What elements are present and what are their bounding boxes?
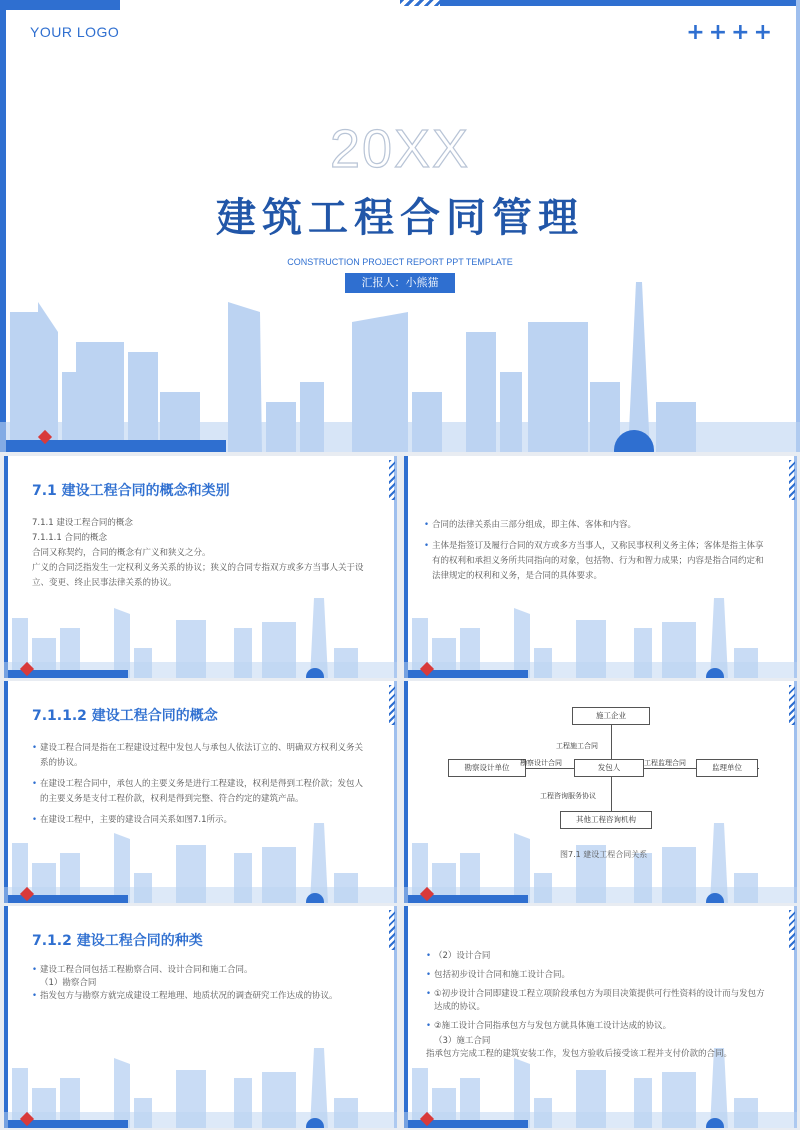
cover-title: 建筑工程合同管理	[216, 194, 584, 241]
bullet-item: • ①初步设计合同即建设工程立项阶段承包方为项目决策提供可行性资料的设计而与发包方达成的协议。	[426, 989, 765, 1012]
label-construction-contract: 工程施工合同	[556, 742, 598, 750]
plus-icon: +	[731, 20, 750, 45]
body-line: （3）施工合同	[434, 1036, 491, 1046]
cover-top-bar-left	[0, 0, 120, 10]
figure-caption: 图7.1 建设工程合同关系	[560, 850, 648, 859]
node-supervision-unit: 监理单位	[696, 759, 758, 777]
body-line: 合同又称契约，合同的概念有广义和狭义之分。	[32, 548, 211, 558]
slide-heading: 7.1.2 建设工程合同的种类	[32, 933, 203, 949]
bullet-text: ②施工设计合同指承包方与发包方就具体施工设计达成的协议。	[434, 1021, 672, 1031]
cover-slide	[0, 0, 800, 452]
body-line: （1）勘察合同	[40, 978, 97, 988]
slide-body	[32, 516, 369, 591]
bullet-text: 指发包方与勘察方就完成建设工程地理、地质状况的调查研究工作达成的协议。	[40, 991, 338, 1001]
body-line: 7.1.1.1 合同的概念	[32, 533, 107, 543]
slide-body	[32, 741, 369, 834]
cover-base-bar	[6, 440, 226, 452]
body-line: 7.1.1 建设工程合同的概念	[32, 518, 133, 528]
slide-stripe-decoration	[389, 910, 395, 950]
slide-heading: 7.1 建设工程合同的概念和类别	[32, 483, 230, 499]
bullet-text: 建设工程合同包括工程勘察合同、设计合同和施工合同。	[40, 965, 253, 975]
reporter-badge: 汇报人：小熊猫	[345, 273, 455, 293]
slide-stripe-decoration	[389, 460, 395, 500]
bullet-item: • （2）设计合同	[426, 951, 491, 961]
bullet-text: （2）设计合同	[434, 951, 491, 961]
bullet-item: • 合同的法律关系由三部分组成，即主体、客体和内容。	[424, 518, 767, 533]
slide-contract-types	[4, 906, 397, 1128]
bullet-item: • 指发包方与勘察方就完成建设工程地理、地质状况的调查研究工作达成的协议。	[32, 991, 338, 1001]
slide-stripe-decoration	[789, 910, 795, 950]
node-consulting-agency: 其他工程咨询机构	[560, 811, 652, 829]
node-employer: 发包人	[574, 759, 644, 777]
slide-stripe-decoration	[789, 685, 795, 725]
bullet-item: • 在建设工程中，主要的建设合同关系如图7.1所示。	[32, 813, 369, 828]
city-skyline-illustration	[4, 598, 397, 678]
slide-stripe-decoration	[789, 460, 795, 500]
bullet-item: • 建设工程合同是指在工程建设过程中发包人与承包人依法订立的、明确双方权利义务关系的协议。	[32, 741, 369, 771]
slide-contract-relationship-diagram	[404, 681, 797, 903]
cover-subtitle: CONSTRUCTION PROJECT REPORT PPT TEMPLATE	[287, 257, 513, 267]
slide-construction-contract-concept	[4, 681, 397, 903]
slide-contract-legal-relationship	[404, 456, 797, 678]
label-supervision-contract: 工程监理合同	[644, 759, 686, 767]
cover-top-bar-right	[440, 0, 800, 6]
bullet-item: • ②施工设计合同指承包方与发包方就具体施工设计达成的协议。	[426, 1021, 672, 1031]
bullet-text: 包括初步设计合同和施工设计合同。	[434, 970, 571, 980]
cover-year: 20XX	[329, 119, 471, 179]
slide-stripe-decoration	[389, 685, 395, 725]
plus-icon: +	[753, 20, 772, 45]
slide-body	[424, 518, 767, 590]
bullet-item: • 在建设工程合同中，承包人的主要义务是进行工程建设，权利是得到工程价款；发包人的主要义务是支付工程价款，权利是得到完整、符合约定的建筑产品。	[32, 777, 369, 807]
label-survey-design-contract: 勘察设计合同	[520, 759, 562, 767]
bullet-text: ①初步设计合同即建设工程立项阶段承包方为项目决策提供可行性资料的设计而与发包方达成的协议。	[434, 989, 765, 1012]
slide-body	[32, 964, 369, 1003]
plus-icon: +	[708, 20, 728, 45]
city-skyline-illustration	[404, 598, 797, 678]
bullet-item: • 主体是指签订及履行合同的双方或多方当事人，又称民事权利义务主体；客体是指主体享有的权利和承担义务所共同指向的对象，包括物、行为和智力成果；内容是指合同约定和法律规定的权利和义务，是合同的具体要求。	[424, 539, 767, 584]
node-survey-design-unit: 勘察设计单位	[448, 759, 526, 777]
city-skyline-illustration	[404, 823, 797, 903]
plus-icon: +	[686, 20, 705, 45]
city-skyline-illustration	[4, 1048, 397, 1128]
logo-text: YOUR LOGO	[30, 24, 120, 40]
body-line: 指承包方完成工程的建筑安装工作，发包方验收后接受该工程并支付价款的合同。	[426, 1049, 733, 1059]
slide-body	[426, 950, 767, 1061]
plus-decoration	[686, 22, 772, 44]
slide-design-and-construction-contracts	[404, 906, 797, 1128]
slide-heading: 7.1.1.2 建设工程合同的概念	[32, 708, 218, 724]
bullet-item: • 建设工程合同包括工程勘察合同、设计合同和施工合同。	[32, 965, 253, 975]
slide-contract-concept-and-types	[4, 456, 397, 678]
body-line: 广义的合同泛指发生一定权利义务关系的协议；狭义的合同专指双方或多方当事人关于设立、变更、终止民事法律关系的协议。	[32, 563, 364, 588]
city-skyline-illustration	[4, 823, 397, 903]
node-construction-company: 施工企业	[572, 707, 650, 725]
bullet-item: • 包括初步设计合同和施工设计合同。	[426, 970, 571, 980]
city-skyline-illustration	[0, 282, 800, 452]
label-consulting-agreement: 工程咨询服务协议	[540, 792, 596, 800]
cover-top-stripes	[400, 0, 440, 6]
